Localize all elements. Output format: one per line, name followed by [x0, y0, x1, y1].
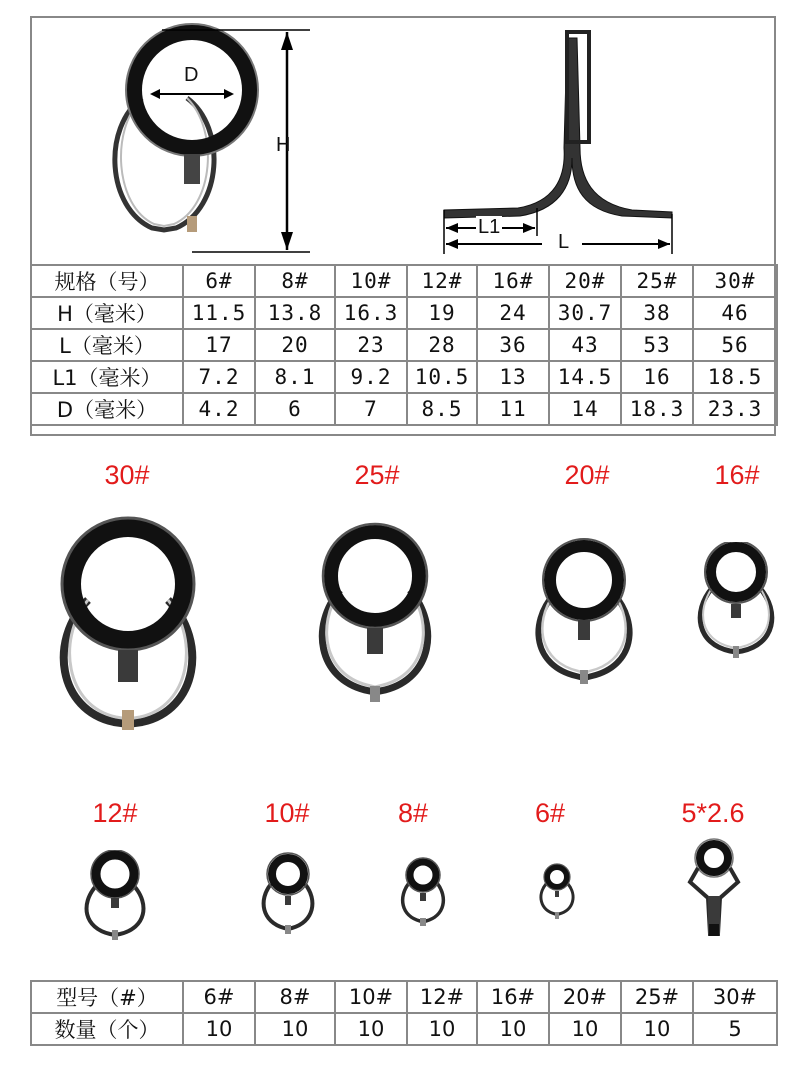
quantity-cell: 10 — [549, 1013, 621, 1045]
spec-row-label: L1（毫米） — [31, 361, 183, 393]
guide-image-25 — [310, 518, 440, 708]
guide-image-6 — [537, 862, 577, 920]
spec-cell: 23.3 — [693, 393, 777, 425]
spec-cell: 16.3 — [335, 297, 407, 329]
l1-label: L1 — [478, 216, 501, 238]
spec-cell: 30.7 — [549, 297, 621, 329]
spec-cell: 13.8 — [255, 297, 335, 329]
spec-header-cell: 20# — [549, 265, 621, 297]
quantity-header-cell: 10# — [335, 981, 407, 1013]
spec-row-label: H（毫米） — [31, 297, 183, 329]
size-label-25: 25# — [354, 460, 400, 490]
guide-image-12 — [80, 850, 150, 942]
spec-header-cell: 规格（号） — [31, 265, 183, 297]
spec-header-cell: 16# — [477, 265, 549, 297]
size-label-12: 12# — [92, 798, 138, 828]
h-label: H — [276, 134, 291, 156]
spec-cell: 46 — [693, 297, 777, 329]
spec-table — [30, 264, 778, 426]
spec-header-row — [31, 265, 777, 297]
quantity-header-cell: 30# — [693, 981, 777, 1013]
spec-cell: 10.5 — [407, 361, 477, 393]
guide-image-16 — [692, 542, 780, 662]
spec-cell: 20 — [255, 329, 335, 361]
spec-header-cell: 10# — [335, 265, 407, 297]
spec-cell: 7 — [335, 393, 407, 425]
d-label: D — [184, 64, 199, 86]
spec-header-cell: 25# — [621, 265, 693, 297]
spec-cell: 6 — [255, 393, 335, 425]
quantity-cell: 10 — [477, 1013, 549, 1045]
spec-cell: 8.5 — [407, 393, 477, 425]
dimension-diagrams — [32, 18, 774, 266]
spec-header-cell: 8# — [255, 265, 335, 297]
spec-cell: 17 — [183, 329, 255, 361]
spec-header-cell: 6# — [183, 265, 255, 297]
quantity-header-cell: 25# — [621, 981, 693, 1013]
guide-image-5x2-6 — [686, 838, 742, 942]
spec-row-h — [31, 297, 777, 329]
size-label-6: 6# — [534, 798, 566, 828]
size-label-16: 16# — [714, 460, 760, 490]
quantity-cell: 10 — [407, 1013, 477, 1045]
size-label-10: 10# — [264, 798, 310, 828]
spec-row-label: L（毫米） — [31, 329, 183, 361]
quantity-cell: 5 — [693, 1013, 777, 1045]
quantity-cell: 10 — [255, 1013, 335, 1045]
quantity-cell: 10 — [621, 1013, 693, 1045]
spec-cell: 4.2 — [183, 393, 255, 425]
spec-cell: 13 — [477, 361, 549, 393]
spec-header-cell: 12# — [407, 265, 477, 297]
size-label-20: 20# — [564, 460, 610, 490]
quantity-header-cell: 12# — [407, 981, 477, 1013]
spec-row-l — [31, 329, 777, 361]
spec-header-cell: 30# — [693, 265, 777, 297]
spec-cell: 53 — [621, 329, 693, 361]
guide-image-10 — [258, 852, 318, 936]
quantity-header-cell: 20# — [549, 981, 621, 1013]
spec-cell: 11 — [477, 393, 549, 425]
spec-cell: 24 — [477, 297, 549, 329]
spec-cell: 18.3 — [621, 393, 693, 425]
quantity-header-row — [31, 981, 777, 1013]
quantity-cell: 10 — [335, 1013, 407, 1045]
size-label-30: 30# — [104, 460, 150, 490]
l-label: L — [554, 231, 573, 254]
guide-image-20 — [528, 534, 640, 690]
spec-row-d — [31, 393, 777, 425]
spec-cell: 14.5 — [549, 361, 621, 393]
quantity-header-cell: 8# — [255, 981, 335, 1013]
quantity-table — [30, 980, 778, 1046]
guide-image-8 — [398, 856, 448, 928]
spec-cell: 14 — [549, 393, 621, 425]
spec-cell: 18.5 — [693, 361, 777, 393]
quantity-row — [31, 1013, 777, 1045]
quantity-header-cell: 6# — [183, 981, 255, 1013]
spec-cell: 11.5 — [183, 297, 255, 329]
spec-cell: 7.2 — [183, 361, 255, 393]
quantity-cell: 10 — [183, 1013, 255, 1045]
quantity-header-cell: 16# — [477, 981, 549, 1013]
spec-cell: 8.1 — [255, 361, 335, 393]
spec-cell: 56 — [693, 329, 777, 361]
size-label-5x2-6: 5*2.6 — [681, 798, 745, 828]
spec-cell: 43 — [549, 329, 621, 361]
spec-cell: 19 — [407, 297, 477, 329]
spec-cell: 36 — [477, 329, 549, 361]
guide-image-30 — [48, 510, 208, 740]
spec-cell: 9.2 — [335, 361, 407, 393]
spec-cell: 28 — [407, 329, 477, 361]
spec-cell: 16 — [621, 361, 693, 393]
size-label-8: 8# — [397, 798, 429, 828]
spec-cell: 38 — [621, 297, 693, 329]
quantity-row-label: 数量（个） — [31, 1013, 183, 1045]
spec-row-label: D（毫米） — [31, 393, 183, 425]
spec-row-l1 — [31, 361, 777, 393]
spec-cell: 23 — [335, 329, 407, 361]
quantity-header-cell: 型号（#） — [31, 981, 183, 1013]
